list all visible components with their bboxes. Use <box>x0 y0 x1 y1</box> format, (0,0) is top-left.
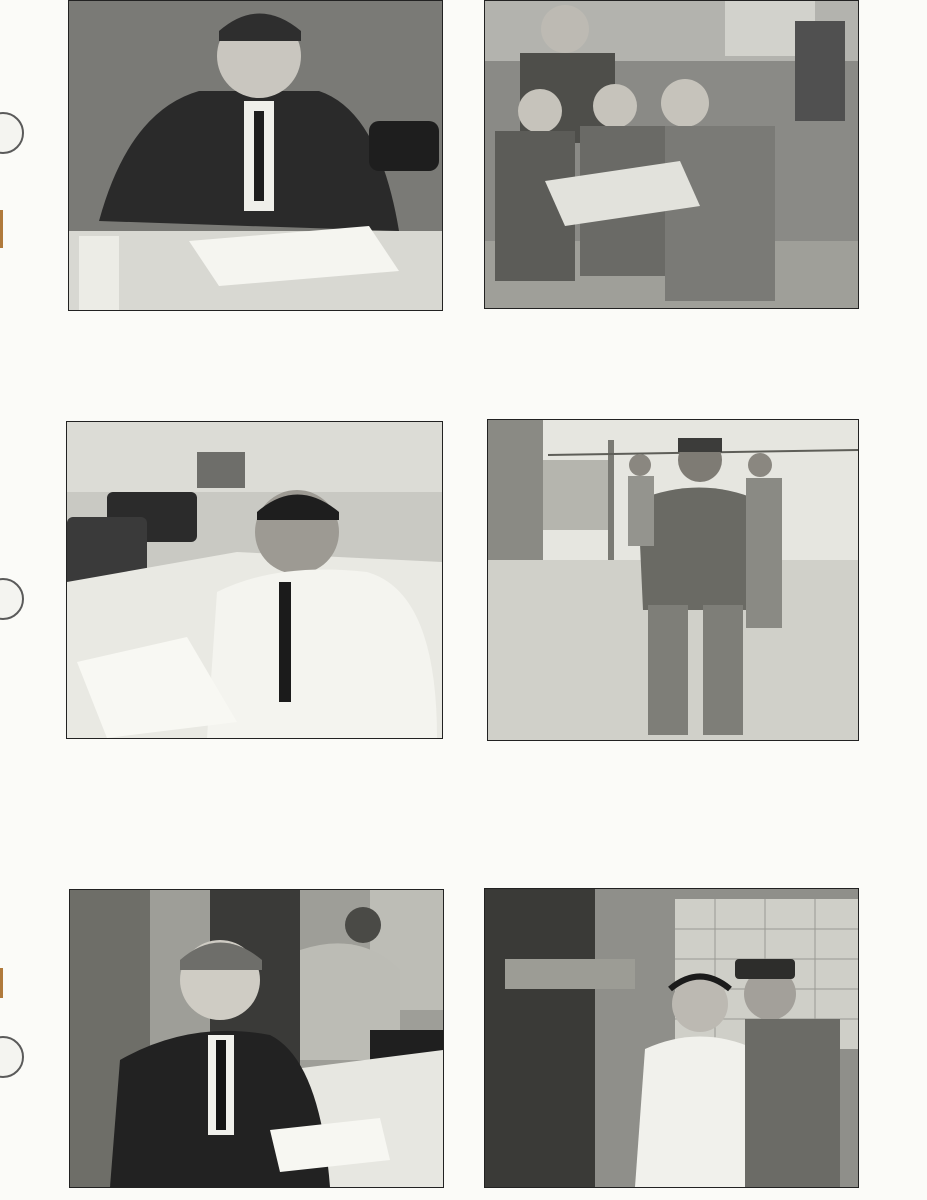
photo-marine-commanders <box>484 0 859 309</box>
photo-olson-at-office <box>69 889 444 1188</box>
edge-stain <box>0 968 3 998</box>
photo-braud-marine-pose <box>487 419 859 741</box>
binder-hole-top <box>0 112 24 154</box>
binder-hole-middle <box>0 578 24 620</box>
photo-olson-radio-room <box>484 888 859 1188</box>
binder-hole-bottom <box>0 1036 24 1078</box>
photo-braud-at-desk <box>66 421 443 739</box>
edge-stain <box>0 210 3 248</box>
photo-mcclelland-at-desk <box>68 0 443 311</box>
